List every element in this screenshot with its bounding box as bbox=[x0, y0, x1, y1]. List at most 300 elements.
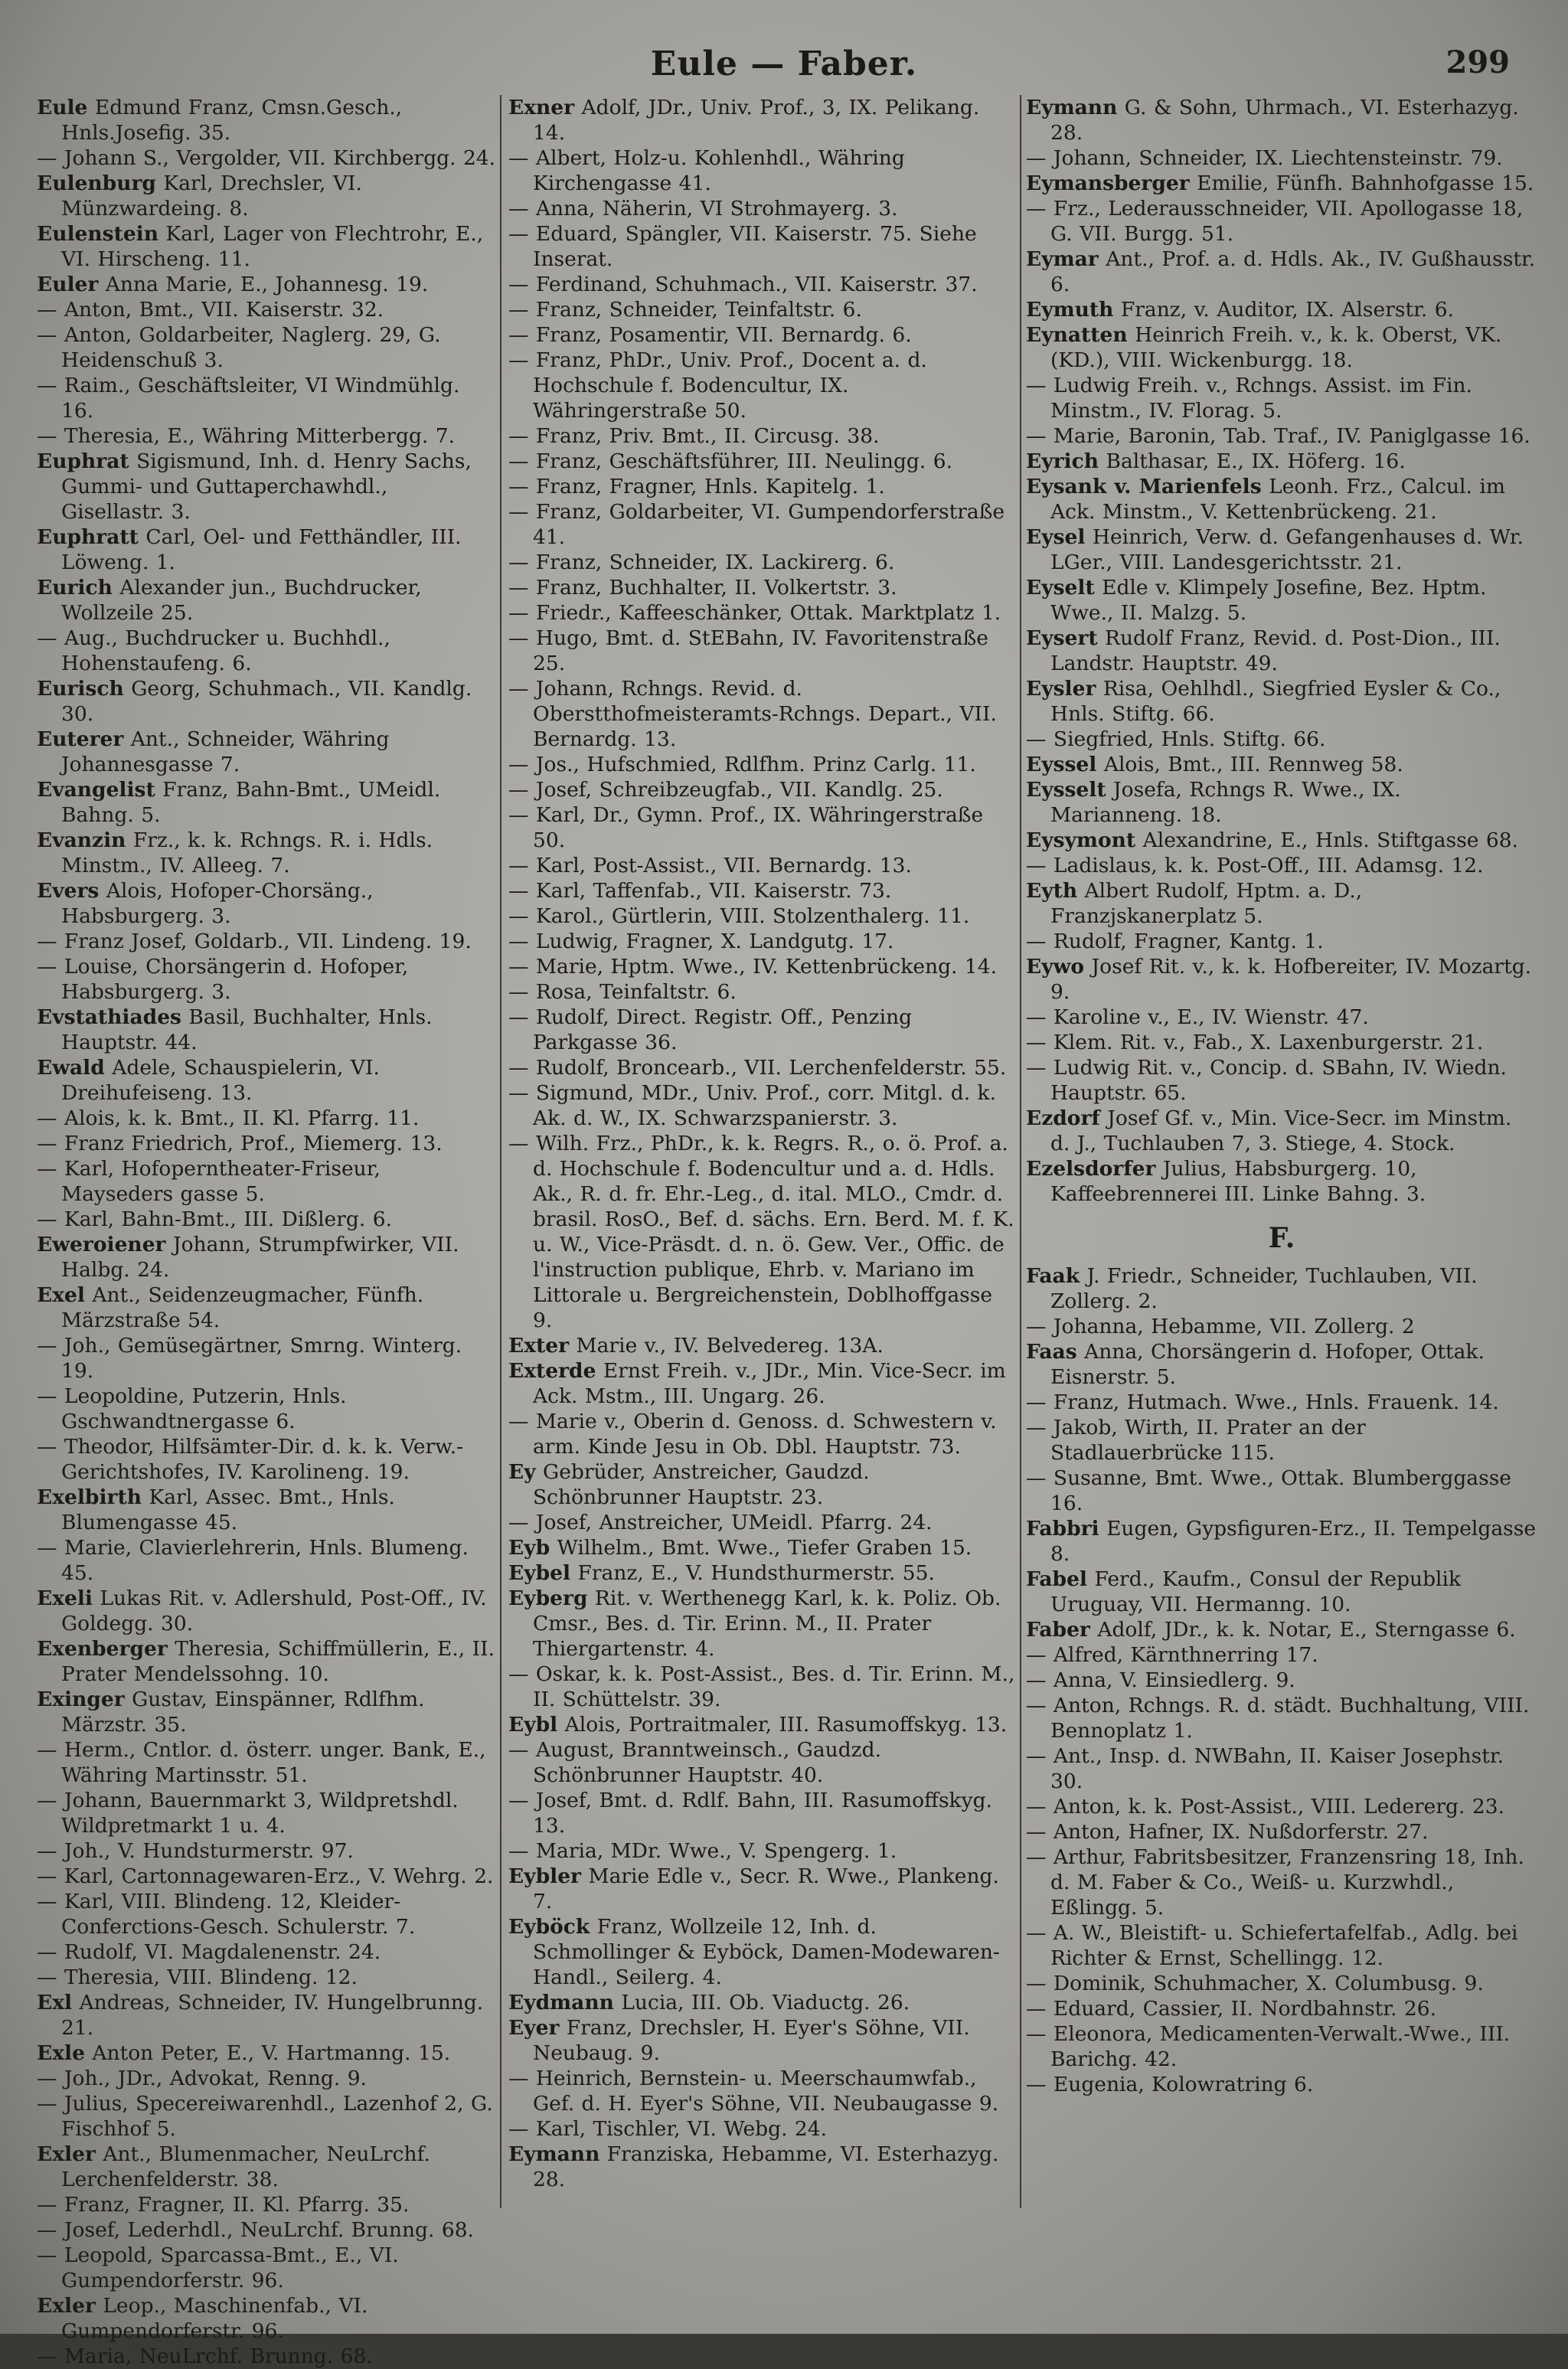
entry-details: Julius, Habsburgerg. 10, Kaffeebrennerei III. Linke Bahng. 3. bbox=[1050, 1157, 1426, 1206]
directory-entry bbox=[508, 929, 1017, 954]
entry-details: — Friedr., Kaffeeschänker, Ottak. Marktplatz 1. bbox=[508, 601, 1001, 625]
entry-surname: Eysel bbox=[1026, 525, 1086, 549]
entry-surname: Eymansberger bbox=[1026, 172, 1190, 195]
directory-entry bbox=[1026, 524, 1537, 575]
entry-details: — Anna, V. Einsiedlerg. 9. bbox=[1026, 1668, 1295, 1692]
directory-entry bbox=[37, 954, 496, 1005]
directory-entry bbox=[37, 1005, 496, 1055]
directory-entry bbox=[1026, 1743, 1537, 1794]
column-rule bbox=[1020, 95, 1021, 2208]
directory-entry bbox=[508, 1131, 1017, 1333]
entry-details: Balthasar, E., IX. Höferg. 16. bbox=[1106, 449, 1406, 473]
entry-details: — Louise, Chorsängerin d. Hofoper, Habsburgerg. 3. bbox=[37, 955, 409, 1004]
entry-details: — Joh., V. Hundsturmerstr. 97. bbox=[37, 1839, 354, 1863]
directory-entry bbox=[1026, 322, 1537, 373]
entry-surname: Faas bbox=[1026, 1340, 1077, 1364]
entry-details: Anna Marie, E., Johannesg. 19. bbox=[105, 273, 429, 296]
entry-surname: Exinger bbox=[37, 1688, 125, 1711]
entry-surname: Eyer bbox=[508, 2016, 560, 2040]
directory-entry bbox=[508, 2015, 1017, 2066]
directory-entry bbox=[508, 2142, 1017, 2192]
entry-surname: Exler bbox=[37, 2294, 96, 2318]
directory-entry bbox=[37, 1131, 496, 1156]
entry-details: Gustav, Einspänner, Rdlfhm. Märzstr. 35. bbox=[61, 1688, 425, 1737]
entry-details: Lukas Rit. v. Adlershuld, Post-Off., IV. Goldegg. 30. bbox=[61, 1586, 487, 1635]
entry-surname: Eysymont bbox=[1026, 828, 1136, 852]
entry-surname: Eurisch bbox=[37, 677, 124, 701]
entry-details: — Anton, Bmt., VII. Kaiserstr. 32. bbox=[37, 298, 384, 322]
directory-entry bbox=[37, 95, 496, 145]
entry-details: Leop., Maschinenfab., VI. Gumpendorferstr. 96. bbox=[61, 2294, 368, 2343]
entry-surname: Eybl bbox=[508, 1713, 558, 1737]
directory-entry bbox=[1026, 423, 1537, 449]
entry-details: — Eduard, Cassier, II. Nordbahnstr. 26. bbox=[1026, 1997, 1437, 2021]
entry-surname: Eweroiener bbox=[37, 1233, 166, 1256]
directory-entry bbox=[37, 524, 496, 575]
directory-entry bbox=[508, 348, 1017, 423]
entry-details: — Johann, Rchngs. Revid. d. Oberstthofmeisteramts-Rchngs. Depart., VII. Bernardg. 13. bbox=[508, 677, 997, 751]
directory-entry bbox=[37, 1636, 496, 1687]
directory-entry bbox=[1026, 297, 1537, 322]
directory-entry bbox=[1026, 95, 1537, 145]
directory-entry bbox=[508, 1333, 1017, 1358]
directory-entry bbox=[1026, 1005, 1537, 1030]
entry-details: — Julius, Specereiwarenhdl., Lazenhof 2, G. Fischhof 5. bbox=[37, 2092, 493, 2141]
directory-entry bbox=[508, 1712, 1017, 1737]
column-1 bbox=[37, 95, 496, 2368]
entry-details: Georg, Schuhmach., VII. Kandlg. 30. bbox=[61, 677, 472, 726]
entry-details: Johann, Strumpfwirker, VII. Halbg. 24. bbox=[61, 1233, 459, 1282]
directory-entry bbox=[1026, 626, 1537, 676]
entry-details: — Jos., Hufschmied, Rdlfhm. Prinz Carlg. 11. bbox=[508, 753, 976, 776]
directory-entry bbox=[1026, 1693, 1537, 1743]
directory-entry bbox=[1026, 1030, 1537, 1055]
entry-details: Alois, Portraitmaler, III. Rasumoffskyg. 13. bbox=[564, 1713, 1008, 1737]
directory-entry bbox=[508, 878, 1017, 903]
directory-entry bbox=[508, 1560, 1017, 1586]
directory-entry bbox=[37, 2344, 496, 2369]
directory-entry bbox=[37, 1939, 496, 1965]
entry-surname: Evanzin bbox=[37, 828, 126, 852]
entry-details: — Karl, VIII. Blindeng. 12, Kleider-Conferctions-Gesch. Schulerstr. 7. bbox=[37, 1890, 416, 1939]
entry-details: — Franz, Hutmach. Wwe., Hnls. Frauenk. 14. bbox=[1026, 1390, 1499, 1414]
directory-entry bbox=[1026, 1263, 1537, 1314]
directory-entry bbox=[1026, 1971, 1537, 1996]
entry-details: — Ludwig Rit. v., Concip. d. SBahn, IV. Wiedn. Hauptstr. 65. bbox=[1026, 1056, 1507, 1105]
directory-entry bbox=[508, 297, 1017, 322]
entry-surname: Exterde bbox=[508, 1359, 596, 1383]
entry-details: Marie Edle v., Secr. R. Wwe., Plankeng. 7. bbox=[533, 1864, 999, 1913]
directory-entry bbox=[508, 2066, 1017, 2116]
directory-entry bbox=[508, 1914, 1017, 1990]
entry-details: Wilhelm., Bmt. Wwe., Tiefer Graben 15. bbox=[557, 1536, 972, 1560]
directory-entry bbox=[508, 802, 1017, 853]
entry-details: — Johann, Schneider, IX. Liechtensteinstr. 79. bbox=[1026, 146, 1503, 170]
entry-surname: Faber bbox=[1026, 1618, 1090, 1642]
directory-entry bbox=[1026, 1516, 1537, 1567]
entry-details: — Ant., Insp. d. NWBahn, II. Kaiser Josephstr. 30. bbox=[1026, 1744, 1504, 1793]
directory-entry bbox=[37, 828, 496, 878]
entry-details: Andreas, Schneider, IV. Hungelbrunng. 21. bbox=[61, 1991, 484, 2040]
entry-surname: Eyselt bbox=[1026, 576, 1095, 600]
directory-entry bbox=[508, 1459, 1017, 1510]
entry-surname: Exel bbox=[37, 1283, 85, 1307]
entry-details: — Eleonora, Medicamenten-Verwalt.-Wwe., III. Barichg. 42. bbox=[1026, 2022, 1511, 2071]
entry-details: — Heinrich, Bernstein- u. Meerschaumwfab., Gef. d. H. Eyer's Söhne, VII. Neubaugasse 9. bbox=[508, 2067, 999, 2116]
directory-entry bbox=[508, 1662, 1017, 1712]
entry-details: — Albert, Holz-u. Kohlenhdl., Währing Kirchengasse 41. bbox=[508, 146, 905, 195]
directory-entry bbox=[508, 1358, 1017, 1409]
entry-surname: Euler bbox=[37, 273, 99, 296]
entry-details: — A. W., Bleistift- u. Schiefertafelfab., Adlg. bei Richter & Ernst, Schellingg. 12. bbox=[1026, 1921, 1518, 1970]
directory-entry bbox=[1026, 752, 1537, 777]
entry-surname: Euphratt bbox=[37, 525, 139, 549]
entry-details: — Franz, Priv. Bmt., II. Circusg. 38. bbox=[508, 424, 880, 448]
entry-surname: Ewald bbox=[37, 1056, 105, 1080]
entry-surname: Exle bbox=[37, 2041, 85, 2065]
directory-entry bbox=[1026, 1055, 1537, 1106]
entry-details: — Klem. Rit. v., Fab., X. Laxenburgerstr. 21. bbox=[1026, 1031, 1484, 1054]
entry-details: — Eduard, Spängler, VII. Kaiserstr. 75. Siehe Inserat. bbox=[508, 222, 977, 271]
entry-details: Rudolf Franz, Revid. d. Post-Dion., III. Landstr. Hauptstr. 49. bbox=[1050, 626, 1501, 675]
entry-details: Josef Rit. v., k. k. Hofbereiter, IV. Mozartg. 9. bbox=[1050, 955, 1532, 1004]
directory-entry bbox=[1026, 929, 1537, 954]
entry-details: Ant., Schneider, Währing Johannesgasse 7. bbox=[61, 727, 390, 776]
entry-details: — Anton, Goldarbeiter, Naglerg. 29, G. Heidenschuß 3. bbox=[37, 323, 441, 372]
entry-details: — Karl, Dr., Gymn. Prof., IX. Währingerstraße 50. bbox=[508, 803, 984, 852]
directory-entry bbox=[508, 676, 1017, 752]
entry-details: — Siegfried, Hnls. Stiftg. 66. bbox=[1026, 727, 1326, 751]
entry-details: — Alfred, Kärnthnerring 17. bbox=[1026, 1643, 1318, 1667]
entry-details: — Joh., JDr., Advokat, Renng. 9. bbox=[37, 2067, 367, 2090]
entry-details: — Leopold, Sparcassa-Bmt., E., VI. Gumpendorferstr. 96. bbox=[37, 2243, 399, 2292]
directory-entry bbox=[1026, 1668, 1537, 1693]
directory-entry bbox=[1026, 828, 1537, 853]
entry-details: — Marie, Hptm. Wwe., IV. Kettenbrückeng. 14. bbox=[508, 955, 998, 979]
entry-details: — Karl, Taffenfab., VII. Kaiserstr. 73. bbox=[508, 879, 892, 903]
entry-details: J. Friedr., Schneider, Tuchlauben, VII. Zollerg. 2. bbox=[1050, 1264, 1478, 1313]
entry-details: Heinrich, Verw. d. Gefangenhauses d. Wr. LGer., VIII. Landesgerichtsstr. 21. bbox=[1050, 525, 1524, 574]
page-header bbox=[0, 44, 1568, 98]
directory-entry bbox=[508, 196, 1017, 221]
entry-details: Albert Rudolf, Hptm. a. D., Franzjskanerplatz 5. bbox=[1050, 879, 1363, 928]
directory-entry bbox=[508, 1055, 1017, 1080]
directory-entry bbox=[37, 1283, 496, 1333]
entry-details: — Alois, k. k. Bmt., II. Kl. Pfarrg. 11. bbox=[37, 1106, 420, 1130]
entry-details: — Rudolf, Direct. Registr. Off., Penzing Parkgasse 36. bbox=[508, 1005, 913, 1054]
entry-details: Gebrüder, Anstreicher, Gaudzd. Schönbrunner Hauptstr. 23. bbox=[533, 1460, 870, 1509]
entry-surname: Eyssel bbox=[1026, 753, 1097, 776]
entry-details: — Eugenia, Kolowratring 6. bbox=[1026, 2073, 1314, 2096]
directory-entry bbox=[1026, 777, 1537, 828]
entry-details: — Sigmund, MDr., Univ. Prof., corr. Mitgl. d. k. Ak. d. W., IX. Schwarzspanierstr. 3. bbox=[508, 1081, 997, 1130]
directory-entry bbox=[508, 979, 1017, 1005]
directory-entry bbox=[37, 423, 496, 449]
entry-details: Risa, Oehlhdl., Siegfried Eysler & Co., Hnls. Stiftg. 66. bbox=[1050, 677, 1501, 726]
entry-details: G. & Sohn, Uhrmach., VI. Esterhazyg. 28. bbox=[1050, 96, 1519, 145]
entry-details: — Hugo, Bmt. d. StEBahn, IV. Favoritenstraße 25. bbox=[508, 626, 988, 675]
directory-entry bbox=[508, 777, 1017, 802]
directory-entry bbox=[37, 1535, 496, 1586]
entry-details: — Rudolf, Fragner, Kantg. 1. bbox=[1026, 930, 1324, 953]
directory-entry bbox=[1026, 676, 1537, 727]
entry-surname: Ezelsdorfer bbox=[1026, 1157, 1156, 1181]
entry-details: — Ferdinand, Schuhmach., VII. Kaiserstr. 37. bbox=[508, 273, 978, 296]
entry-details: Adolf, JDr., k. k. Notar, E., Sterngasse 6. bbox=[1097, 1618, 1516, 1642]
directory-entry bbox=[1026, 145, 1537, 171]
entry-details: — Theresia, E., Währing Mitterbergg. 7. bbox=[37, 424, 456, 448]
entry-details: Alois, Hofoper-Chorsäng., Habsburgerg. 3. bbox=[61, 879, 374, 928]
directory-entry bbox=[1026, 449, 1537, 474]
directory-entry bbox=[508, 449, 1017, 474]
directory-entry bbox=[1026, 1156, 1537, 1207]
directory-entry bbox=[508, 95, 1017, 145]
directory-entry bbox=[1026, 954, 1537, 1005]
directory-entry bbox=[1026, 878, 1537, 929]
entry-details: Alois, Bmt., III. Rennweg 58. bbox=[1103, 753, 1403, 776]
directory-entry bbox=[37, 272, 496, 297]
entry-details: — Leopoldine, Putzerin, Hnls. Gschwandtnergasse 6. bbox=[37, 1384, 347, 1433]
directory-entry bbox=[508, 2116, 1017, 2142]
directory-entry bbox=[37, 929, 496, 954]
directory-entry bbox=[37, 575, 496, 626]
directory-entry bbox=[508, 1510, 1017, 1535]
directory-entry bbox=[37, 373, 496, 423]
entry-details: Ferd., Kaufm., Consul der Republik Uruguay, VII. Hermanng. 10. bbox=[1050, 1567, 1462, 1616]
directory-entry bbox=[508, 752, 1017, 777]
directory-entry bbox=[1026, 1794, 1537, 1819]
directory-entry bbox=[1026, 1339, 1537, 1390]
entry-details: Carl, Oel- und Fetthändler, III. Löweng. 1. bbox=[61, 525, 462, 574]
directory-entry bbox=[37, 777, 496, 828]
entry-details: — Ladislaus, k. k. Post-Off., III. Adamsg. 12. bbox=[1026, 854, 1484, 877]
entry-details: Josefa, Rchngs R. Wwe., IX. Marianneng. 18. bbox=[1050, 778, 1401, 827]
directory-entry bbox=[508, 600, 1017, 626]
running-head: Eule — Faber. bbox=[650, 44, 918, 83]
entry-details: — Theresia, VIII. Blindeng. 12. bbox=[37, 1965, 358, 1989]
directory-entry bbox=[37, 1207, 496, 1232]
directory-entry bbox=[1026, 196, 1537, 247]
directory-entry bbox=[37, 322, 496, 373]
entry-surname: Eymann bbox=[1026, 96, 1118, 119]
directory-entry bbox=[37, 2217, 496, 2243]
entry-surname: Eywo bbox=[1026, 955, 1085, 979]
directory-entry bbox=[508, 423, 1017, 449]
entry-details: Franz, Bahn-Bmt., UMeidl. Bahng. 5. bbox=[61, 778, 441, 827]
column-rule bbox=[500, 95, 501, 2208]
entry-details: — Josef, Lederhdl., NeuLrchf. Brunng. 68. bbox=[37, 2218, 474, 2242]
entry-details: Heinrich Freih. v., k. k. Oberst, VK. (KD.), VIII. Wickenburgg. 18. bbox=[1050, 323, 1502, 372]
directory-entry bbox=[1026, 1642, 1537, 1668]
entry-details: Edle v. Klimpely Josefine, Bez. Hptm. Wwe., II. Malzg. 5. bbox=[1050, 576, 1487, 625]
entry-details: Karl, Assec. Bmt., Hnls. Blumengasse 45. bbox=[61, 1485, 395, 1534]
entry-surname: Eymann bbox=[508, 2142, 600, 2166]
entry-details: — Franz, Fragner, II. Kl. Pfarrg. 35. bbox=[37, 2193, 410, 2217]
entry-details: — Anton, Hafner, IX. Nußdorferstr. 27. bbox=[1026, 1820, 1429, 1844]
directory-entry bbox=[508, 1080, 1017, 1131]
entry-details: — Karl, Bahn-Bmt., III. Dißlerg. 6. bbox=[37, 1207, 392, 1231]
entry-surname: Exner bbox=[508, 96, 575, 119]
entry-details: Ant., Prof. a. d. Hdls. Ak., IV. Gußhausstr. 6. bbox=[1050, 247, 1536, 296]
entry-details: Adele, Schauspielerin, VI. Dreihufeiseng. 13. bbox=[61, 1056, 380, 1105]
directory-entry bbox=[37, 1055, 496, 1106]
entry-details: Ernst Freih. v., JDr., Min. Vice-Secr. im Ack. Mstm., III. Ungarg. 26. bbox=[533, 1359, 1006, 1408]
entry-details: — Jakob, Wirth, II. Prater an der Stadlauerbrücke 115. bbox=[1026, 1416, 1366, 1465]
directory-entry bbox=[1026, 1466, 1537, 1516]
directory-entry bbox=[508, 903, 1017, 929]
directory-entry bbox=[37, 1434, 496, 1485]
directory-entry bbox=[37, 1965, 496, 1990]
directory-entry bbox=[508, 575, 1017, 600]
directory-entry bbox=[508, 1737, 1017, 1788]
entry-surname: Exter bbox=[508, 1334, 570, 1358]
directory-entry bbox=[508, 1535, 1017, 1560]
entry-details: — Anton, k. k. Post-Assist., VIII. Ledererg. 23. bbox=[1026, 1795, 1504, 1818]
directory-entry bbox=[37, 2192, 496, 2217]
entry-surname: Evangelist bbox=[37, 778, 155, 802]
directory-entry bbox=[37, 626, 496, 676]
entry-surname: Evstathiades bbox=[37, 1005, 181, 1029]
directory-entry bbox=[508, 1409, 1017, 1459]
entry-details: Sigismund, Inh. d. Henry Sachs, Gummi- und Guttaperchawhdl., Gisellastr. 3. bbox=[61, 449, 472, 524]
entry-surname: Eybler bbox=[508, 1864, 582, 1888]
entry-details: — Josef, Anstreicher, UMeidl. Pfarrg. 24. bbox=[508, 1511, 933, 1534]
directory-entry bbox=[1026, 247, 1537, 297]
entry-details: — Ludwig Freih. v., Rchngs. Assist. im Fin. Minstm., IV. Florag. 5. bbox=[1026, 374, 1472, 423]
entry-surname: Eyth bbox=[1026, 879, 1078, 903]
entry-details: Eugen, Gypsfiguren-Erz., II. Tempelgasse 8. bbox=[1050, 1517, 1537, 1566]
directory-entry bbox=[508, 145, 1017, 196]
entry-details: — Karl, Post-Assist., VII. Bernardg. 13. bbox=[508, 854, 912, 877]
entry-surname: Ey bbox=[508, 1460, 536, 1484]
directory-entry bbox=[1026, 853, 1537, 878]
directory-entry bbox=[508, 474, 1017, 499]
directory-entry bbox=[508, 1586, 1017, 1662]
entry-details: Anna, Chorsängerin d. Hofoper, Ottak. Eisnerstr. 5. bbox=[1050, 1340, 1485, 1389]
entry-details: Lucia, III. Ob. Viaductg. 26. bbox=[621, 1991, 910, 2014]
entry-surname: Eydmann bbox=[508, 1991, 614, 2014]
entry-surname: Eysler bbox=[1026, 677, 1096, 701]
entry-surname: Eule bbox=[37, 96, 88, 119]
entry-details: Josef Gf. v., Min. Vice-Secr. im Minstm. d. J., Tuchlauben 7, 3. Stiege, 4. Stock. bbox=[1050, 1106, 1512, 1155]
entry-details: — Karol., Gürtlerin, VIII. Stolzenthalerg. 11. bbox=[508, 904, 970, 928]
directory-entry bbox=[37, 145, 496, 171]
directory-entry bbox=[37, 2142, 496, 2192]
directory-entry bbox=[1026, 1819, 1537, 1845]
entry-surname: Eyb bbox=[508, 1536, 550, 1560]
directory-entry bbox=[37, 221, 496, 272]
entry-details: Franz, Wollzeile 12, Inh. d. Schmollinger & Eyböck, Damen-Modewaren-Handl., Seilerg. 4. bbox=[533, 1915, 1000, 1989]
directory-entry bbox=[508, 1990, 1017, 2015]
entry-surname: Faak bbox=[1026, 1264, 1080, 1288]
directory-entry bbox=[37, 2293, 496, 2344]
directory-entry bbox=[37, 1485, 496, 1535]
directory-entry bbox=[1026, 1390, 1537, 1415]
directory-entry bbox=[37, 2041, 496, 2066]
directory-entry bbox=[37, 297, 496, 322]
entry-details: — Franz, Buchhalter, II. Volkertstr. 3. bbox=[508, 576, 897, 600]
entry-details: Franz, E., V. Hundsthurmerstr. 55. bbox=[577, 1561, 935, 1585]
entry-details: — Franz, Schneider, IX. Lackirerg. 6. bbox=[508, 551, 895, 574]
entry-details: Alexandrine, E., Hnls. Stiftgasse 68. bbox=[1142, 828, 1519, 852]
entry-details: Karl, Drechsler, VI. Münzwardeing. 8. bbox=[61, 172, 362, 221]
directory-entry bbox=[37, 171, 496, 221]
entry-details: — Frz., Lederausschneider, VII. Apollogasse 18, G. VII. Burgg. 51. bbox=[1026, 197, 1524, 246]
directory-entry bbox=[508, 853, 1017, 878]
directory-entry bbox=[1026, 1617, 1537, 1642]
directory-entry bbox=[37, 1384, 496, 1434]
entry-surname: Exl bbox=[37, 1991, 73, 2014]
entry-surname: Exeli bbox=[37, 1586, 93, 1610]
directory-entry bbox=[1026, 1314, 1537, 1339]
entry-surname: Exenberger bbox=[37, 1637, 168, 1661]
directory-entry bbox=[37, 449, 496, 524]
entry-details: Leonh. Frz., Calcul. im Ack. Minstm., V. Kettenbrückeng. 21. bbox=[1050, 475, 1505, 524]
entry-details: — Maria, NeuLrchf. Brunng. 68. bbox=[37, 2344, 373, 2368]
directory-entry bbox=[37, 1864, 496, 1889]
section-heading: F. bbox=[1268, 1222, 1295, 1254]
directory-entry bbox=[508, 1838, 1017, 1864]
directory-entry bbox=[1026, 373, 1537, 423]
entry-surname: Eurich bbox=[37, 576, 113, 600]
entry-details: — Karoline v., E., IV. Wienstr. 47. bbox=[1026, 1005, 1369, 1029]
entry-details: Theresia, Schiffmüllerin, E., II. Prater Mendelssohng. 10. bbox=[61, 1637, 495, 1686]
entry-details: — Johann, Bauernmarkt 3, Wildpretshdl. Wildpretmarkt 1 u. 4. bbox=[37, 1789, 459, 1838]
entry-surname: Eybel bbox=[508, 1561, 571, 1585]
entry-details: — Marie, Baronin, Tab. Traf., IV. Paniglgasse 16. bbox=[1026, 424, 1530, 448]
directory-entry bbox=[1026, 474, 1537, 524]
entry-surname: Eysselt bbox=[1026, 778, 1106, 802]
entry-details: — Arthur, Fabritsbesitzer, Franzensring 18, Inh. d. M. Faber & Co., Weiß- u. Kurzwhdl., Eßlingg. 5. bbox=[1026, 1845, 1524, 1920]
entry-details: — Franz, Geschäftsführer, III. Neulingg. 6. bbox=[508, 449, 953, 473]
entry-surname: Exelbirth bbox=[37, 1485, 142, 1509]
entry-details: — Franz Josef, Goldarb., VII. Lindeng. 19. bbox=[37, 930, 472, 953]
directory-entry bbox=[1026, 575, 1537, 626]
entry-details: — Marie, Clavierlehrerin, Hnls. Blumeng. 45. bbox=[37, 1536, 469, 1585]
directory-entry bbox=[1026, 171, 1537, 196]
entry-details: Ant., Blumenmacher, NeuLrchf. Lerchenfelderstr. 38. bbox=[61, 2142, 430, 2191]
entry-details: — Marie v., Oberin d. Genoss. d. Schwestern v. arm. Kinde Jesu in Ob. Dbl. Hauptstr. 73. bbox=[508, 1410, 997, 1459]
directory-entry bbox=[508, 221, 1017, 272]
directory-entry bbox=[1026, 1845, 1537, 1920]
entry-surname: Eyberg bbox=[508, 1586, 588, 1610]
directory-entry bbox=[37, 676, 496, 727]
entry-details: — Dominik, Schuhmacher, X. Columbusg. 9. bbox=[1026, 1972, 1484, 1995]
entry-surname: Fabbri bbox=[1026, 1517, 1099, 1541]
directory-entry bbox=[37, 2243, 496, 2293]
entry-details: — Rudolf, VI. Magdalenenstr. 24. bbox=[37, 1940, 381, 1964]
entry-surname: Eulenburg bbox=[37, 172, 156, 195]
entry-details: — Karl, Cartonnagewaren-Erz., V. Wehrg. 2. bbox=[37, 1864, 494, 1888]
directory-entry bbox=[1026, 1996, 1537, 2021]
entry-details: Rit. v. Werthenegg Karl, k. k. Poliz. Ob. Cmsr., Bes. d. Tir. Erinn. M., II. Prater Thiergartenstr. 4. bbox=[533, 1586, 1001, 1661]
entry-details: — Franz Friedrich, Prof., Miemerg. 13. bbox=[37, 1132, 443, 1155]
entry-details: — Johann S., Vergolder, VII. Kirchbergg. 24. bbox=[37, 146, 496, 170]
entry-details: — Rudolf, Broncearb., VII. Lerchenfelderstr. 55. bbox=[508, 1056, 1007, 1080]
entry-details: — Josef, Bmt. d. Rdlf. Bahn, III. Rasumoffskyg. 13. bbox=[508, 1789, 992, 1838]
entry-surname: Euterer bbox=[37, 727, 124, 751]
entry-details: — Franz, Schneider, Teinfaltstr. 6. bbox=[508, 298, 862, 322]
entry-details: — Karl, Tischler, VI. Webg. 24. bbox=[508, 2117, 828, 2141]
directory-entry bbox=[37, 1333, 496, 1384]
entry-details: — Franz, PhDr., Univ. Prof., Docent a. d. Hochschule f. Bodencultur, IX. Währingerstraße 50. bbox=[508, 348, 927, 423]
entry-details: — Karl, Hofoperntheater-Friseur, Mayseders gasse 5. bbox=[37, 1157, 381, 1206]
directory-entry bbox=[37, 878, 496, 929]
directory-entry bbox=[1026, 1106, 1537, 1156]
entry-surname: Eysert bbox=[1026, 626, 1098, 650]
entry-surname: Eymar bbox=[1026, 247, 1099, 271]
directory-entry bbox=[508, 322, 1017, 348]
